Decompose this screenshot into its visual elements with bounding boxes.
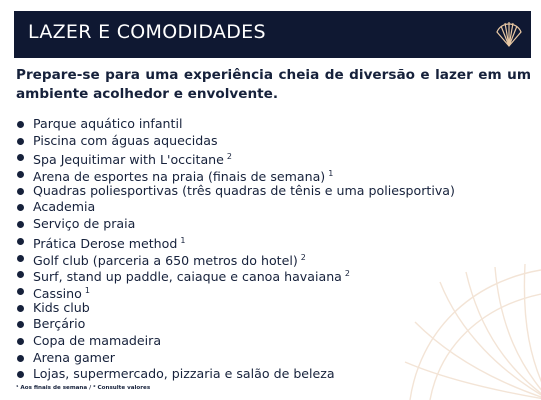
list-item-label: Arena gamer <box>33 349 115 365</box>
bullet-icon <box>17 271 24 278</box>
list-item <box>16 183 516 200</box>
bullet-icon <box>17 138 24 145</box>
list-item-label: Parque aquático infantil <box>33 116 183 131</box>
bullet-icon <box>17 321 24 328</box>
list-item-label: Prática Derose method <box>33 235 178 251</box>
bullet-icon <box>17 121 24 128</box>
list-item-label: Surf, stand up paddle, caiaque e canoa havaiana <box>33 269 342 285</box>
bullet-icon <box>17 305 24 312</box>
list-item <box>16 166 516 183</box>
header-banner <box>14 11 531 58</box>
list-item-label: Piscina com águas aquecidas <box>33 132 218 148</box>
bullet-icon <box>17 221 24 228</box>
bullet-icon <box>17 171 24 178</box>
list-item <box>16 149 516 166</box>
footnote-marker: 2 <box>344 269 350 279</box>
bullet-icon <box>17 154 24 161</box>
footnote-marker: 1 <box>328 169 334 179</box>
footnote: ¹ Aos finais de semana / ² Consulte valores <box>16 385 151 391</box>
footnote-marker: 1 <box>84 285 90 295</box>
list-item <box>16 199 516 216</box>
list-item-label: Academia <box>33 199 96 215</box>
list-item-label: Cassino <box>33 285 82 301</box>
footnote-marker: 2 <box>300 252 306 262</box>
shell-icon <box>493 18 525 50</box>
bullet-icon <box>17 255 24 262</box>
intro-text: Prepare-se para uma experiência cheia de diversão e lazer em um ambiente acolhedor e envolvente. <box>16 67 531 102</box>
list-item <box>16 133 516 150</box>
bullet-icon <box>17 204 24 211</box>
list-item-label: Spa Jequitimar with L'occitane <box>33 152 224 168</box>
shell-watermark-icon <box>400 262 541 400</box>
footnote-marker: 2 <box>226 152 232 162</box>
list-item <box>16 233 516 250</box>
bullet-icon <box>17 288 24 295</box>
list-item-label: Lojas, supermercado, pizzaria e salão de beleza <box>33 366 335 382</box>
list-item-label: Golf club (parceria a 650 metros do hotel) <box>33 252 298 268</box>
list-item-label: Quadras poliesportivas (três quadras de tênis e uma poliesportiva) <box>33 182 455 198</box>
list-item-label: Kids club <box>33 299 90 315</box>
list-item-label: Copa de mamadeira <box>33 332 162 348</box>
bullet-icon <box>17 238 24 245</box>
bullet-icon <box>17 338 24 345</box>
list-item <box>16 116 516 133</box>
footnote-marker: 1 <box>180 235 186 245</box>
page-title: LAZER E COMODIDADES <box>28 21 266 43</box>
list-item-label: Berçário <box>33 316 86 332</box>
list-item-label: Arena de esportes na praia (finais de semana) <box>33 169 326 185</box>
bullet-icon <box>17 355 24 362</box>
list-item-label: Serviço de praia <box>33 216 136 232</box>
bullet-icon <box>17 188 24 195</box>
list-item <box>16 216 516 233</box>
bullet-icon <box>17 371 24 378</box>
